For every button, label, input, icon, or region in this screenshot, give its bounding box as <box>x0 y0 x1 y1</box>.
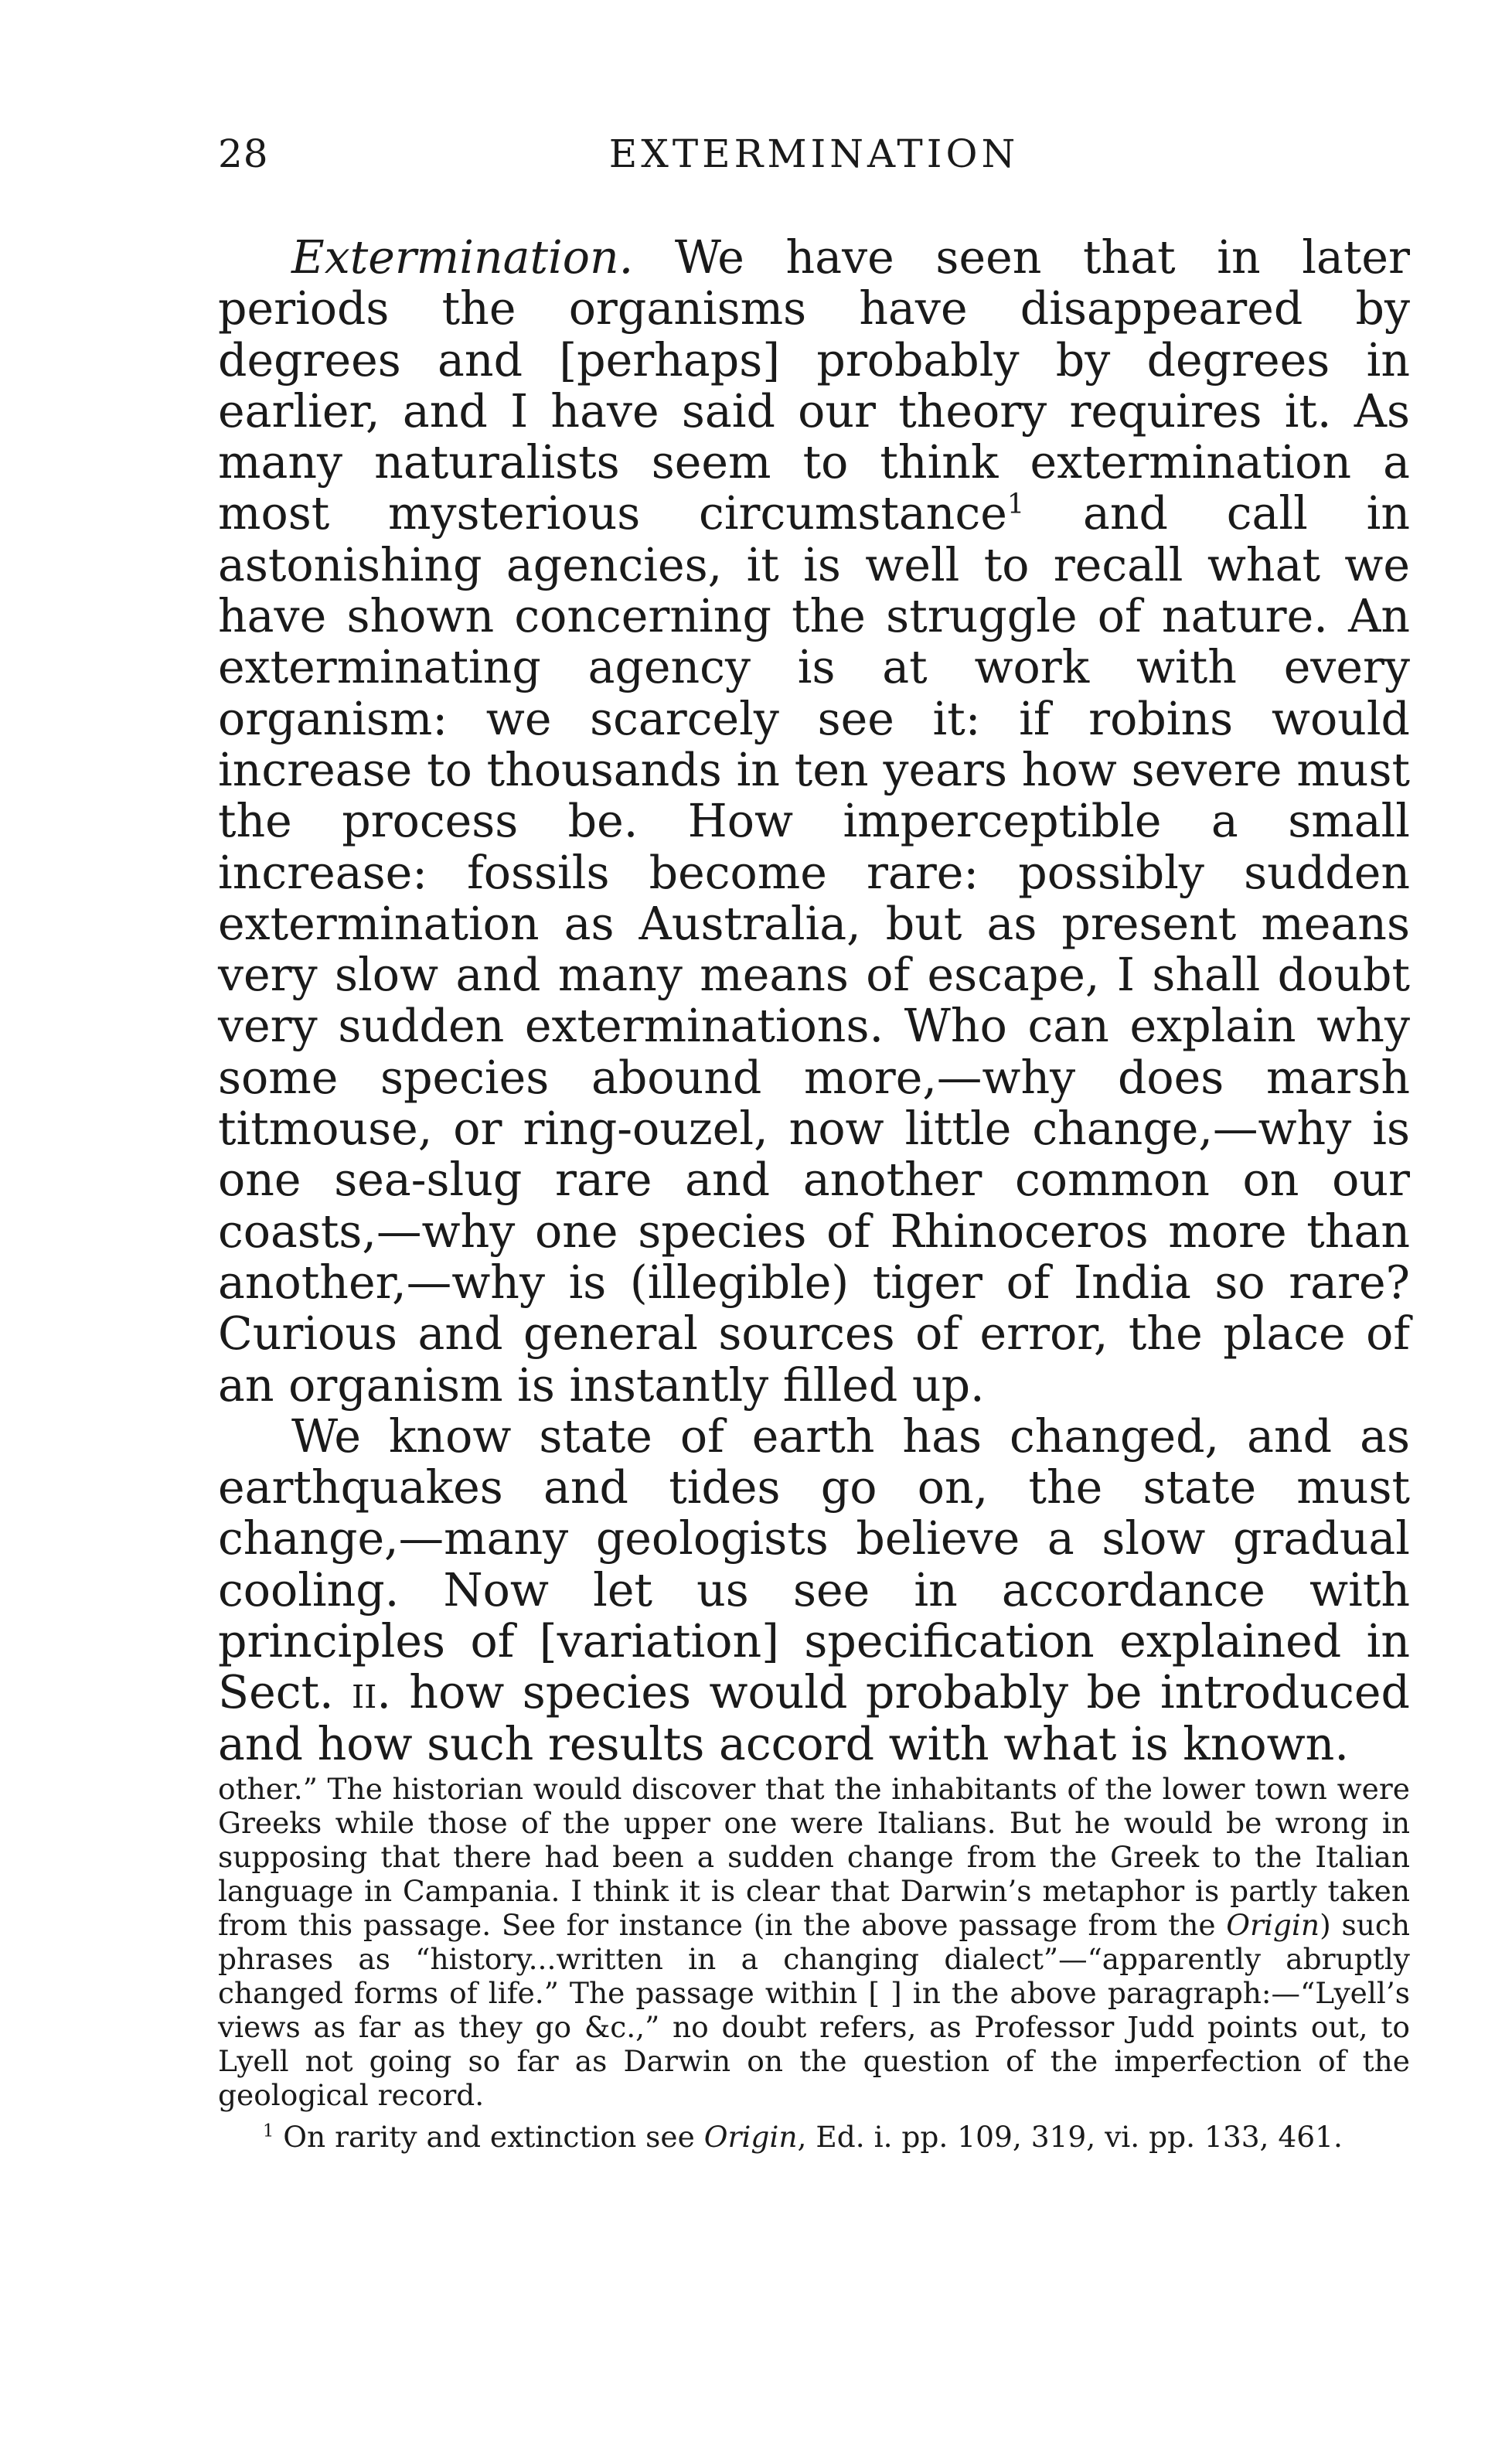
footnote-marker: 1 <box>1006 488 1025 520</box>
origin-reference: Origin <box>1226 1908 1320 1942</box>
paragraph-earth-changes <box>218 1411 1410 1770</box>
paragraph-text: We have seen that in later periods the organisms have disappeared by degrees and [perhaps] probably by degrees in earlier, and I have said our theory requires it. As many naturalists seem to think extermination a most mysterious circumstance <box>218 231 1410 540</box>
footnote-text: , Ed. i. pp. 109, 319, vi. pp. 133, 461. <box>797 2120 1343 2154</box>
footnotes <box>218 1772 1410 2154</box>
footnote-text: ) such phrases as “history...written in a changing dialect”—“apparently abruptly changed forms of life.” The passage within [ ] in the above paragraph:—“Lyell’s views as far as they go &c.,” no doubt refers, as Professor Judd points out, to Lyell not going so far as Darwin on the question of the imperfection of the geological record. <box>218 1908 1410 2112</box>
page-header <box>218 131 1410 193</box>
footnote-text: other.” The historian would discover that the inhabitants of the lower town were Greeks while those of the upper one were Italians. But he would be wrong in supposing that there had been a sudden change from the Greek to the Italian language in Campania. I think it is clear that Darwin’s metaphor is partly taken from this passage. See for instance (in the above passage from the <box>218 1772 1410 1942</box>
paragraph-lead-in: Extermination. <box>291 231 634 284</box>
main-text <box>218 232 1410 1770</box>
page-number: 28 <box>218 131 269 176</box>
section-number: ii. <box>351 1666 391 1719</box>
running-title: EXTERMINATION <box>608 131 1020 176</box>
footnote-continued <box>218 1772 1410 2112</box>
footnote-text: On rarity and extinction see <box>274 2120 704 2154</box>
footnote-number: 1 <box>263 2121 274 2141</box>
origin-reference: Origin <box>703 2120 798 2154</box>
footnote-1 <box>218 2120 1410 2154</box>
paragraph-text: We know state of earth has changed, and as earthquakes and tides go on, the state must change,—many geologists believe a slow gradual cooling. Now let us see in accordance with principles of [variation] specification explained in Sect. <box>218 1409 1410 1719</box>
paragraph-text: and call in astonishing agencies, it is well to recall what we have shown concerning the struggle of nature. An exterminating agency is at work with every organism: we scarcely see it: if robins would increase to thousands in ten years how severe must the process be. How imperceptible a small increase: fossils become rare: possibly sudden extermination as Australia, but as present means very slow and many means of escape, I shall doubt very sudden exterminations. Who can explain why some species abound more,—why does marsh titmouse, or ring-ouzel, now little change,—why is one sea-slug rare and another common on our coasts,—why one species of Rhinoceros more than another,—why is (illegible) tiger of India so rare? Curious and general sources of error, the place of an organism is instantly filled up. <box>218 487 1410 1412</box>
paragraph-extermination <box>218 232 1410 1411</box>
paragraph-text: how species would probably be introduced and how such results accord with what is known. <box>218 1666 1410 1770</box>
